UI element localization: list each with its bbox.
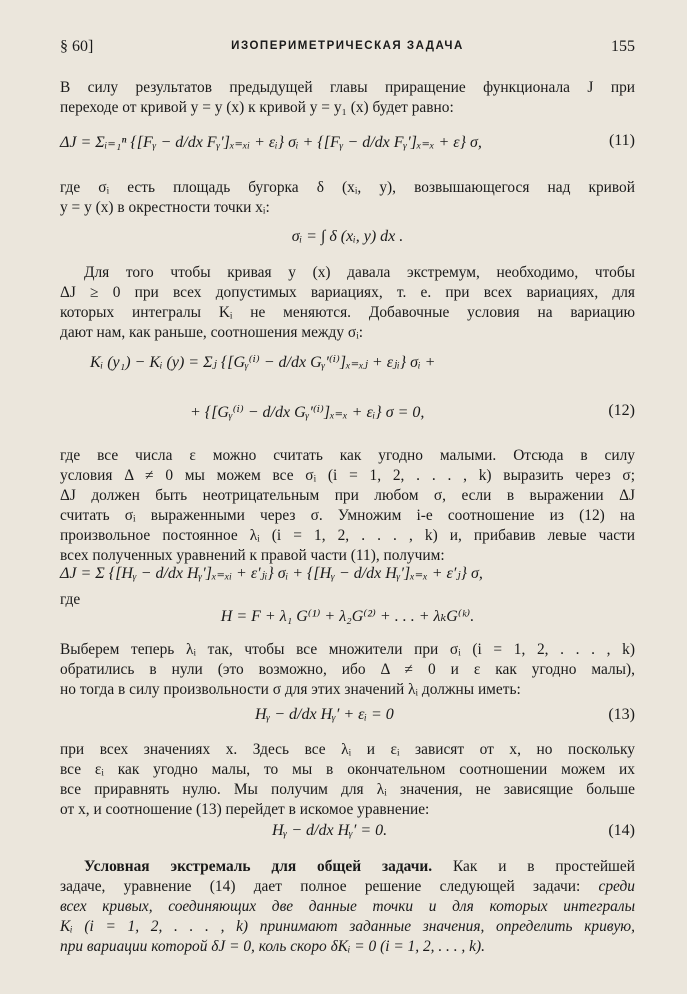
equation-body: Hᵧ − d/dx Hᵧ′ + εᵢ = 0: [255, 706, 394, 723]
section-number: § 60]: [60, 38, 94, 55]
text-line: которых интегралы Kᵢ не меняются. Добавочные условия на вариацию: [60, 304, 635, 321]
text-span: задаче, уравнение (14) дает полное решение следующей задачи:: [60, 878, 581, 895]
text-line-italic: всех кривых, соединяющих две данные точки и для которых интегралы: [60, 898, 635, 915]
text-line: все εᵢ как угодно малы, то мы в окончательном соотношении можем их: [60, 761, 635, 778]
text-line: обратились в нули (это возможно, ибо Δ ≠ 0 и ε как угодно малы),: [60, 661, 635, 678]
text-line: Для того чтобы кривая y (x) давала экстремум, необходимо, чтобы: [84, 264, 635, 281]
equation-body: + {[Gᵧ⁽ⁱ⁾ − d/dx Gᵧ′⁽ⁱ⁾]ₓ₌ₓ + εᵢ} σ = 0,: [190, 404, 425, 421]
text-line: y = y (x) в окрестности точки xᵢ:: [60, 199, 270, 216]
text-line: при всех значениях x. Здесь все λᵢ и εᵢ зависят от x, но поскольку: [60, 741, 635, 758]
text-line-italic: Kᵢ (i = 1, 2, . . . , k) принимают заданные значения, определить кривую,: [60, 918, 635, 935]
running-header: [60, 38, 635, 60]
text-line: считать σᵢ выраженными через σ. Умножим i-е соотношение из (12) на: [60, 507, 635, 524]
equation-sigma: σᵢ = ∫ δ (xᵢ, y) dx .: [291, 228, 404, 245]
equation-H: H = F + λ₁ G⁽¹⁾ + λ₂G⁽²⁾ + . . . + λₖG⁽ᵏ⁾.: [220, 608, 475, 625]
equation-11: [60, 132, 635, 152]
text-span: Как и в простейшей: [452, 858, 635, 875]
equation-12-line-1: Kᵢ (y₁) − Kᵢ (y) = Σⱼ {[Gᵧ⁽ⁱ⁾ − d/dx Gᵧ′⁽ⁱ⁾]ₓ₌ₓⱼ + εⱼᵢ} σᵢ +: [90, 354, 436, 371]
equation-number: (12): [608, 402, 635, 419]
equation-number: (11): [608, 132, 635, 149]
equation-12-line-2: [190, 402, 635, 422]
text-line: [60, 857, 635, 877]
text-line: где все числа ε можно считать как угодно малыми. Отсюда в силу: [60, 447, 635, 464]
text-line: но тогда в силу произвольности σ для этих значений λᵢ должны иметь:: [60, 681, 521, 698]
text-line: переходе от кривой y = y (x) к кривой y = y₁ (x) будет равно:: [60, 99, 454, 116]
text-line: Выберем теперь λᵢ так, чтобы все множители при σᵢ (i = 1, 2, . . . , k): [60, 641, 635, 658]
running-title: ИЗОПЕРИМЕТРИЧЕСКАЯ ЗАДАЧА: [231, 40, 464, 52]
text-line: все приравнять нулю. Мы получим для λᵢ значения, не зависящие больше: [60, 781, 635, 798]
equation-number: (13): [608, 706, 635, 723]
equation-body: ΔJ = Σᵢ₌₁ⁿ {[Fᵧ − d/dx Fᵧ′]ₓ₌ₓᵢ + εᵢ} σᵢ + {[Fᵧ − d/dx Fᵧ′]ₓ₌ₓ + ε} σ,: [60, 134, 482, 151]
text-line: [60, 877, 635, 897]
text-line: ΔJ должен быть неотрицательным при любом σ, если в выражении ΔJ: [60, 487, 635, 504]
subsection-heading: Условная экстремаль для общей задачи.: [84, 858, 433, 875]
page-number: 155: [611, 38, 635, 55]
equation-body: Hᵧ − d/dx Hᵧ′ = 0.: [272, 822, 388, 839]
text-line-italic: при вариации которой δJ = 0, коль скоро δKᵢ = 0 (i = 1, 2, . . . , k).: [60, 938, 485, 955]
text-line: дают нам, как раньше, соотношения между σᵢ:: [60, 324, 364, 341]
text-line: где: [60, 591, 81, 608]
equation-number: (14): [608, 822, 635, 839]
text-line: произвольное постоянное λᵢ (i = 1, 2, . . . , k) и, прибавив левые части: [60, 527, 635, 544]
text-line: где σᵢ есть площадь бугорка δ (xᵢ, y), возвышающегося над кривой: [60, 179, 635, 196]
text-line: ΔJ ≥ 0 при всех допустимых вариациях, т. е. при всех вариациях, для: [60, 284, 635, 301]
text-line: В силу результатов предыдущей главы приращение функционала J при: [60, 79, 635, 96]
text-line: условия Δ ≠ 0 мы можем все σᵢ (i = 1, 2, . . . , k) выразить через σ;: [60, 467, 635, 484]
text-line: от x, и соотношение (13) перейдет в искомое уравнение:: [60, 801, 430, 818]
text-line: всех полученных уравнений к правой части (11), получим:: [60, 547, 445, 564]
text-span-italic: среди: [598, 878, 635, 895]
equation-delta-j: ΔJ = Σ {[Hᵧ − d/dx Hᵧ′]ₓ₌ₓᵢ + ε′ⱼᵢ} σᵢ + {[Hᵧ − d/dx Hᵧ′]ₓ₌ₓ + ε′ⱼ} σ,: [60, 565, 483, 582]
